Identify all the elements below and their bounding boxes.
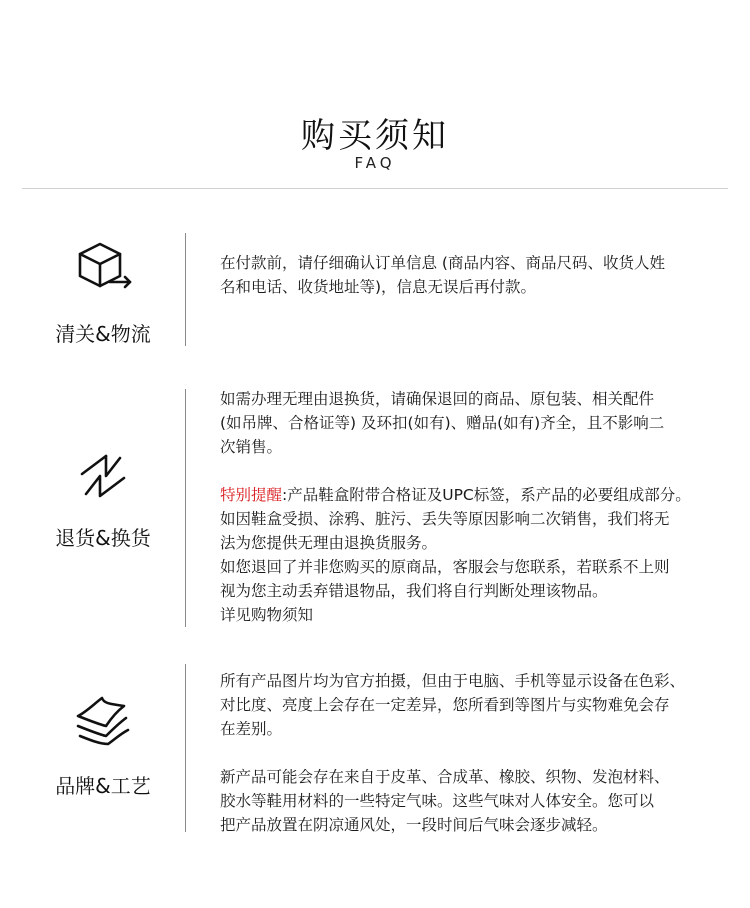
notice-text: :产品鞋盒附带合格证及UPC标签，系产品的必要组成部分。 bbox=[282, 486, 691, 504]
text-line: (如吊牌、合格证等) 及环扣(如有)、赠品(如有)齐全，且不影响二 bbox=[220, 414, 665, 432]
section-divider bbox=[185, 389, 186, 627]
fabric-layers-icon bbox=[72, 692, 134, 748]
text-line: 把产品放置在阴凉通风处，一段时间后气味会逐步减轻。 bbox=[220, 816, 608, 834]
exchange-arrows-icon bbox=[72, 448, 134, 504]
header-divider bbox=[22, 188, 728, 189]
text-line: 胶水等鞋用材料的一些特定气味。这些气味对人体安全。您可以 bbox=[220, 792, 655, 810]
text-line: 如您退回了并非您购买的原商品，客服会与您联系，若联系不上则 bbox=[220, 558, 670, 576]
text-line: 如需办理无理由退换货，请确保退回的商品、原包装、相关配件 bbox=[220, 390, 655, 408]
section-text bbox=[220, 387, 732, 627]
notice-line bbox=[220, 483, 732, 507]
text-line: 法为您提供无理由退换货服务。 bbox=[220, 534, 438, 552]
text-line[interactable]: 详见购物须知 bbox=[220, 606, 314, 624]
text-line: 所有产品图片均为官方拍摄，但由于电脑、手机等显示设备在色彩、 bbox=[220, 672, 686, 690]
section-label: 清关&物流 bbox=[55, 322, 151, 346]
section-text bbox=[220, 251, 732, 299]
notice-prefix: 特别提醒 bbox=[220, 486, 283, 504]
text-line: 在付款前，请仔细确认订单信息 (商品内容、商品尺码、收货人姓 bbox=[220, 254, 665, 272]
page-title: 购买须知 bbox=[301, 116, 449, 156]
text-line: 对比度、亮度上会存在一定差异，您所看到等图片与实物难免会存 bbox=[220, 696, 670, 714]
section-text bbox=[220, 669, 732, 837]
page-subtitle: FAQ bbox=[354, 154, 396, 172]
section-label: 品牌&工艺 bbox=[55, 774, 151, 798]
section-divider bbox=[185, 233, 186, 346]
section-divider bbox=[185, 664, 186, 832]
text-line: 在差别。 bbox=[220, 720, 283, 738]
text-line: 视为您主动丢弃错退物品，我们将自行判断处理该物品。 bbox=[220, 582, 608, 600]
box-arrow-icon bbox=[72, 238, 134, 294]
text-line: 名和电话、收货地址等)，信息无误后再付款。 bbox=[220, 278, 537, 296]
text-line: 新产品可能会存在来自于皮革、合成革、橡胶、织物、发泡材料、 bbox=[220, 768, 670, 786]
section-label: 退货&换货 bbox=[55, 526, 151, 550]
text-line: 次销售。 bbox=[220, 438, 283, 456]
text-line: 如因鞋盒受损、涂鸦、脏污、丢失等原因影响二次销售，我们将无 bbox=[220, 510, 670, 528]
